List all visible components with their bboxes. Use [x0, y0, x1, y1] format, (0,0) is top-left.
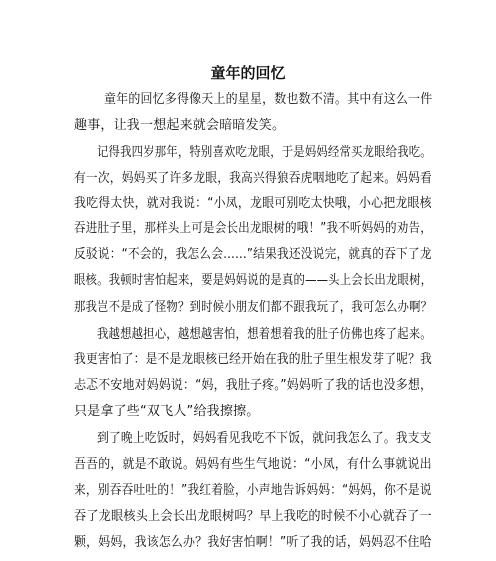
- paragraph-line: 那我岂不是成了怪物？到时候小朋友们都不跟我玩了，我可怎么办啊？: [74, 300, 433, 315]
- paragraph-line: 只是拿了些“双飞人”给我擦擦。: [74, 404, 260, 419]
- paragraph-line: 颗，妈妈，我该怎么办？我好害怕啊！”听了我的话，妈妈忍不住哈: [74, 535, 432, 550]
- paragraph-line: 吾吾的，就是不敢说。妈妈有些生气地说：“小凤，有什么事就说出: [74, 457, 432, 472]
- paragraph-line: 吞了龙眼核头上会长出龙眼树吗？早上我吃的时候不小心就吞了一: [74, 509, 432, 524]
- paragraph-line: 趣事，让我一想起来就会暗暗发笑。: [74, 118, 286, 133]
- paragraph-line: 眼核。我顿时害怕起来，要是妈妈说的是真的——头上会长出龙眼树，: [74, 273, 433, 288]
- paragraph-line: 我更害怕了：是不是龙眼核已经开始在我的肚子里生根发芽了呢？我: [74, 352, 432, 367]
- paragraph-line: 记得我四岁那年，特别喜欢吃龙眼，于是妈妈经常买龙眼给我吃。: [97, 145, 432, 160]
- paragraph-line: 有一次，妈妈买了许多龙眼，我高兴得狼吞虎咽地吃了起来。妈妈看: [74, 171, 432, 186]
- paragraph-line: 我越想越担心，越想越害怕，想着想着我的肚子仿佛也疼了起来。: [97, 327, 432, 342]
- paragraph-line: 我吃得太快，就对我说：“小凤，龙眼可别吃太快哦，小心把龙眼核: [74, 196, 432, 211]
- paragraph-line: 来，别吞吞吐吐的！”我红着脸，小声地告诉妈妈：“妈妈，你不是说: [74, 483, 432, 498]
- paragraph-line: 童年的回忆多得像天上的星星，数也数不清。其中有这么一件: [104, 92, 433, 107]
- paragraph-line: 到了晚上吃饭时，妈妈看见我吃不下饭，就问我怎么了。我支支: [97, 431, 432, 446]
- paragraph-line: 吞进肚子里，那样头上可是会长出龙眼树的哦！”我不听妈妈的劝告，: [74, 221, 432, 236]
- paragraph-line: 忐忑不安地对妈妈说：“妈，我肚子疼。”妈妈听了我的话也没多想，: [74, 378, 433, 393]
- paragraph-line: 反驳说：“不会的，我怎么会……”结果我还没说完，就真的吞下了龙: [74, 247, 432, 262]
- document-title: 童年的回忆: [210, 64, 286, 82]
